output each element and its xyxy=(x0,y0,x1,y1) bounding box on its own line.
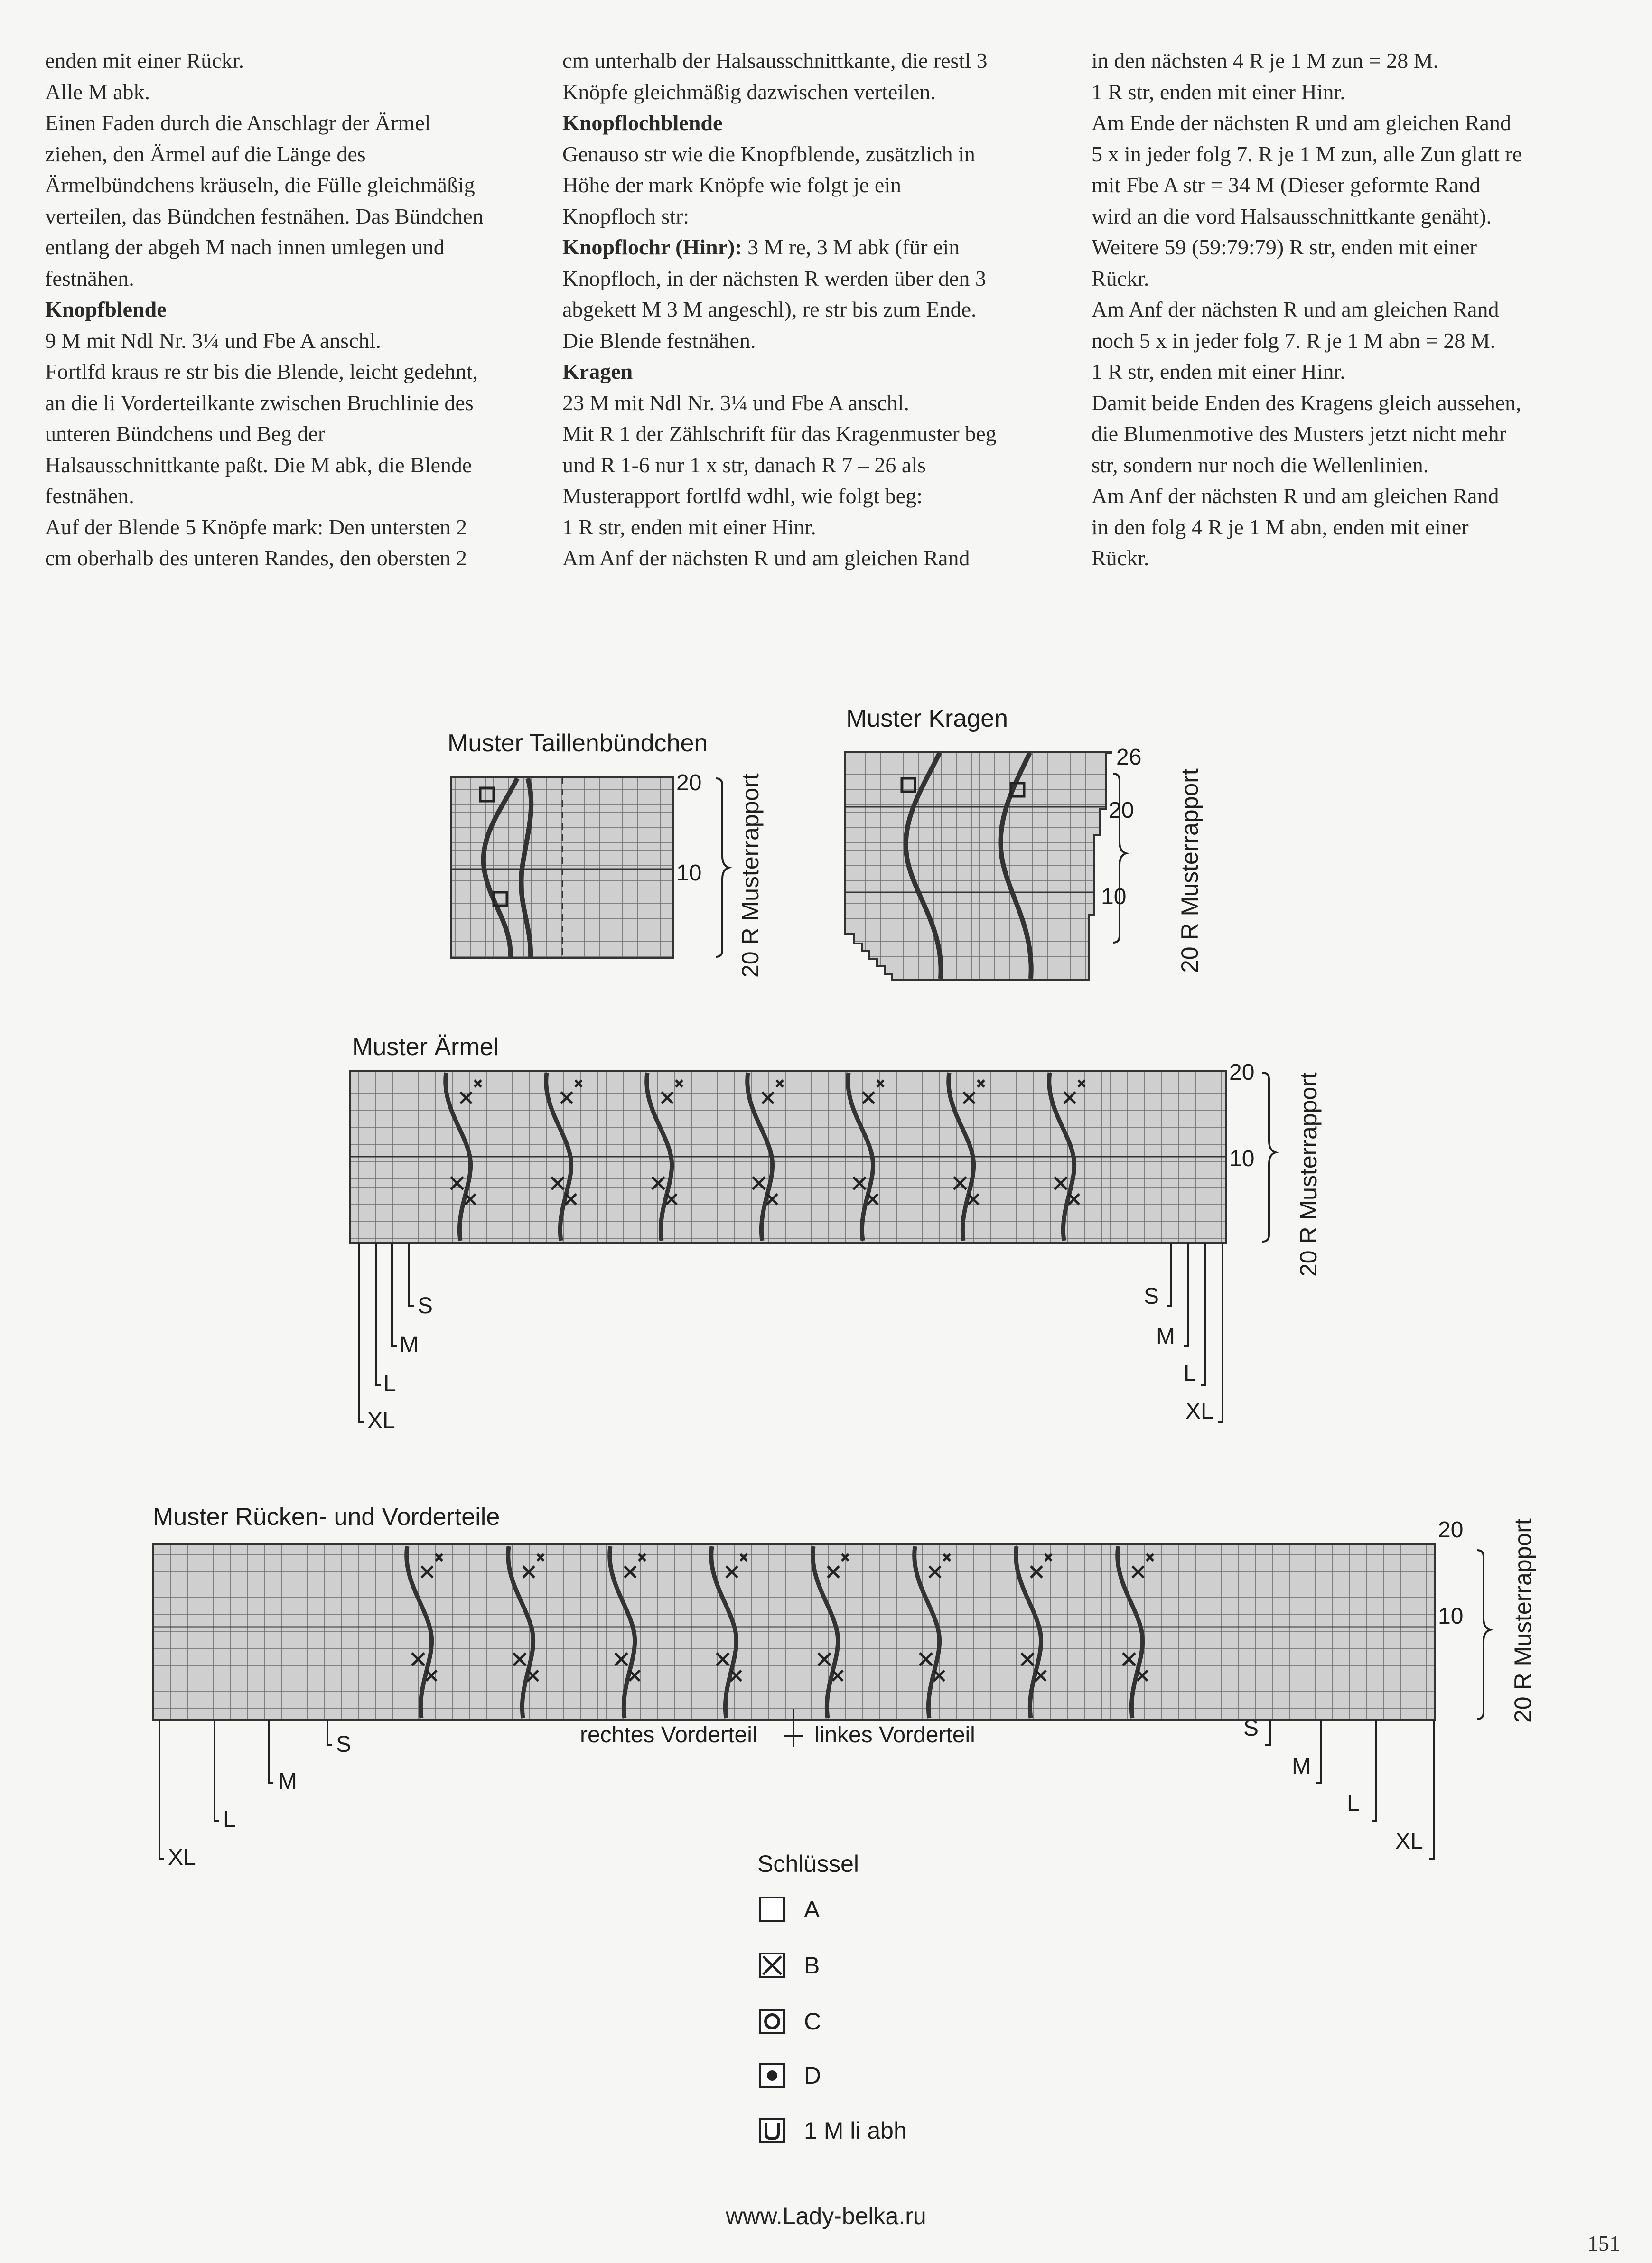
key-label-b: B xyxy=(804,1952,820,1979)
paragraph-line: Am Anf der nächsten R und am gleichen Rand xyxy=(562,546,970,570)
paragraph-line: unteren Bündchens und Beg der xyxy=(45,421,326,446)
empty-square-icon xyxy=(759,1897,785,1922)
ruecken-row-20: 20 xyxy=(1438,1517,1464,1543)
paragraph-line: 1 R str, enden mit einer Hinr. xyxy=(1092,79,1345,104)
aermel-repeat-label: 20 R Musterrapport xyxy=(1295,1072,1322,1277)
aermel-size-l-left: L xyxy=(383,1371,396,1396)
paragraph-line: Knopfloch str: xyxy=(562,204,690,228)
footer-url: www.Lady-belka.ru xyxy=(726,2203,926,2229)
paragraph-line: str, sondern nur noch die Wellenlinien. xyxy=(1092,452,1429,477)
ruecken-size-m-left: M xyxy=(278,1769,297,1794)
section-heading: Knopflochblende xyxy=(562,111,723,135)
paragraph-line: Auf der Blende 5 Knöpfe mark: Den untersten 2 xyxy=(45,514,467,539)
kragen-row-10: 10 xyxy=(1101,884,1127,909)
ruecken-size-m-right: M xyxy=(1292,1754,1311,1779)
paragraph-line: ziehen, den Ärmel auf die Länge des xyxy=(45,141,366,166)
paragraph-line: 9 M mit Ndl Nr. 3¼ und Fbe A anschl. xyxy=(45,328,381,353)
paragraph-line: Am Anf der nächsten R und am gleichen Rand xyxy=(1092,484,1499,508)
label-linkes-vorderteil: linkes Vorderteil xyxy=(814,1722,975,1748)
ruecken-size-l-left: L xyxy=(223,1807,236,1832)
ruecken-size-xl-right: XL xyxy=(1395,1829,1423,1854)
paragraph-line: Genauso str wie die Knopfblende, zusätzlich in xyxy=(562,141,975,166)
key-label-d: D xyxy=(804,2062,821,2089)
paragraph-line: cm unterhalb der Halsausschnittkante, die restl 3 xyxy=(562,48,988,73)
key-label-c: C xyxy=(804,2008,821,2035)
chart-kragen-grid xyxy=(845,752,1111,980)
paragraph-line: enden mit einer Rückr. xyxy=(45,48,244,73)
key-item-c xyxy=(759,2008,821,2035)
paragraph-line: Rückr. xyxy=(1092,266,1149,290)
page-number: 151 xyxy=(1587,2231,1620,2255)
chart-title-aermel: Muster Ärmel xyxy=(352,1033,499,1061)
aermel-size-m-left: M xyxy=(400,1332,419,1357)
key-title: Schlüssel xyxy=(757,1851,859,1877)
paragraph-line: 5 x in jeder folg 7. R je 1 M zun, alle Zun glatt re xyxy=(1092,141,1522,166)
paragraph-line: noch 5 x in jeder folg 7. R je 1 M abn = 28 M. xyxy=(1092,328,1496,353)
chart-aermel-grid xyxy=(350,1071,1226,1422)
paragraph-line: Weitere 59 (59:79:79) R str, enden mit einer xyxy=(1092,235,1477,259)
chart-title-ruecken: Muster Rücken- und Vorderteile xyxy=(153,1503,500,1531)
paragraph-line: in den nächsten 4 R je 1 M zun = 28 M. xyxy=(1092,48,1439,73)
key-label-a: A xyxy=(804,1896,820,1923)
chart-title-kragen: Muster Kragen xyxy=(846,705,1008,732)
paragraph-line: 23 M mit Ndl Nr. 3¼ und Fbe A anschl. xyxy=(562,390,909,415)
paragraph-line: mit Fbe A str = 34 M (Dieser geformte Rand xyxy=(1092,173,1481,197)
label-rechtes-vorderteil: rechtes Vorderteil xyxy=(580,1722,757,1748)
paragraph-line: festnähen. xyxy=(45,266,134,290)
aermel-size-m-right: M xyxy=(1156,1324,1175,1349)
dot-square-icon xyxy=(759,2063,785,2088)
key-label-li-abh: 1 M li abh xyxy=(804,2117,907,2144)
aermel-size-xl-left: XL xyxy=(367,1408,395,1433)
aermel-size-s-left: S xyxy=(418,1293,433,1319)
aermel-size-s-right: S xyxy=(1144,1284,1159,1309)
chart-title-taillen: Muster Taillenbündchen xyxy=(448,729,708,757)
key-item-a xyxy=(759,1896,820,1923)
paragraph-line: Damit beide Enden des Kragens gleich aussehen, xyxy=(1092,390,1521,415)
paragraph-line: Knöpfe gleichmäßig dazwischen verteilen. xyxy=(562,79,936,104)
ruecken-size-s-left: S xyxy=(336,1732,352,1757)
kragen-row-20: 20 xyxy=(1109,798,1134,823)
aermel-row-20: 20 xyxy=(1229,1060,1255,1085)
taillen-row-20: 20 xyxy=(676,770,702,795)
key-item-li-abh xyxy=(759,2117,907,2144)
paragraph-line: festnähen. xyxy=(45,484,134,508)
ruecken-repeat-label: 20 R Musterrapport xyxy=(1510,1518,1536,1723)
aermel-row-10: 10 xyxy=(1229,1146,1255,1171)
paragraph-line: 1 R str, enden mit einer Hinr. xyxy=(562,514,816,539)
ruecken-size-xl-left: XL xyxy=(168,1845,196,1870)
paragraph-line: Halsausschnittkante paßt. Die M abk, die Blende xyxy=(45,452,472,477)
section-heading: Knopfblende xyxy=(45,297,167,321)
paragraph-line: Alle M abk. xyxy=(45,79,150,104)
paragraph-line: abgekett M 3 M angeschl), re str bis zum Ende. xyxy=(562,297,977,321)
paragraph-line: Die Blende festnähen. xyxy=(562,328,756,353)
chart-taillen-grid xyxy=(451,777,673,958)
aermel-size-l-right: L xyxy=(1184,1361,1196,1386)
paragraph-line: Am Anf der nächsten R und am gleichen Rand xyxy=(1092,297,1499,321)
ruecken-size-s-right: S xyxy=(1243,1716,1259,1741)
ring-square-icon xyxy=(759,2009,785,2034)
paragraph-line: Einen Faden durch die Anschlagr der Ärmel xyxy=(45,111,431,135)
paragraph-line: und R 1-6 nur 1 x str, danach R 7 – 26 als xyxy=(562,452,926,477)
paragraph-line: Rückr. xyxy=(1092,546,1149,570)
paragraph-line: 1 R str, enden mit einer Hinr. xyxy=(1092,359,1345,383)
section-heading: Kragen xyxy=(562,359,633,383)
ruecken-size-l-right: L xyxy=(1347,1791,1360,1816)
aermel-size-xl-right: XL xyxy=(1185,1399,1213,1424)
paragraph-line: Am Ende der nächsten R und am gleichen Rand xyxy=(1092,111,1511,135)
ruecken-row-10: 10 xyxy=(1438,1604,1464,1629)
crossed-square-icon xyxy=(759,1953,785,1978)
kragen-repeat-label: 20 R Musterrapport xyxy=(1176,768,1203,973)
taillen-repeat-label: 20 R Musterrapport xyxy=(737,773,764,978)
paragraph-line: verteilen, das Bündchen festnähen. Das Bündchen xyxy=(45,204,484,228)
paragraph-line: in den folg 4 R je 1 M abn, enden mit einer xyxy=(1092,514,1469,539)
paragraph-line: wird an die vord Halsausschnittkante genäht). xyxy=(1092,204,1492,228)
key-item-d xyxy=(759,2062,821,2089)
paragraph-line: Höhe der mark Knöpfe wie folgt je ein xyxy=(562,173,902,197)
paragraph-line: die Blumenmotive des Musters jetzt nicht mehr xyxy=(1092,421,1506,446)
paragraph-line: Musterapport fortlfd wdhl, wie folgt beg: xyxy=(562,484,923,508)
paragraph-text: 3 M re, 3 M abk (für ein xyxy=(742,235,960,259)
chart-ruecken-grid xyxy=(153,1544,1435,1859)
paragraph-line: Fortlfd kraus re str bis die Blende, leicht gedehnt, xyxy=(45,359,478,383)
paragraph-line: Ärmelbündchens kräuseln, die Fülle gleichmäßig xyxy=(45,173,475,197)
paragraph-line: Knopfloch, in der nächsten R werden über den 3 xyxy=(562,266,986,290)
key-item-b xyxy=(759,1952,820,1979)
inline-heading: Knopflochr (Hinr): xyxy=(562,235,742,259)
paragraph-line: entlang der abgeh M nach innen umlegen und xyxy=(45,235,445,259)
paragraph-line: Mit R 1 der Zählschrift für das Kragenmuster beg xyxy=(562,421,997,446)
u-square-icon xyxy=(759,2118,785,2143)
kragen-row-26: 26 xyxy=(1116,745,1142,770)
taillen-row-10: 10 xyxy=(676,860,702,886)
paragraph-line: cm oberhalb des unteren Randes, den obersten 2 xyxy=(45,546,467,570)
paragraph-line: an die li Vorderteilkante zwischen Bruchlinie des xyxy=(45,390,474,415)
